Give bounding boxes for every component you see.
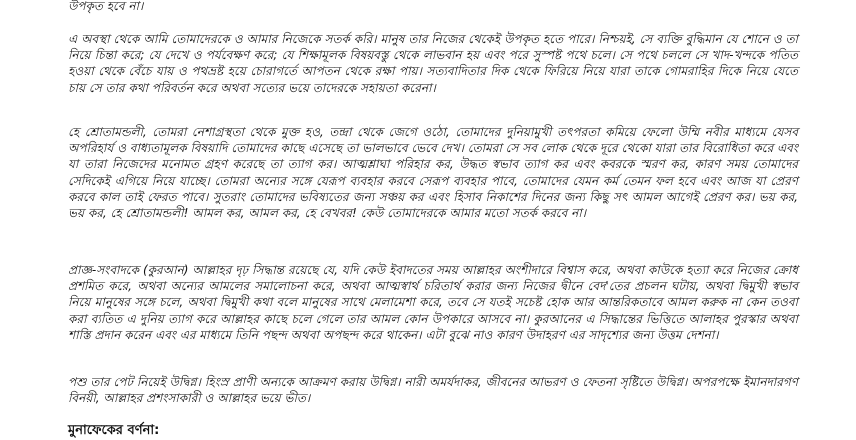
paragraph-audience: হে শ্রোতামন্ডলী, তোমরা নেশাগ্রস্থতা থেকে মুক্ত হও, তন্দ্রা থেকে জেগে ওঠো, তোমাদের দুনিয়ামুখী তৎপরতা কমিয়ে ফেলো উম্মি নবীর মাধ্যমে যেসব অপরিহার্য ও বাধ্যতামূলক বিষয়াদি তোমাদের কাছে এসেছে তা ভালভাবে ভেবে দেখ। তোমরা সে সব লোক থেকে দূরে থেকো যারা তার বিরোধিতা করে এবং যা তারা নিজেদের মনোমত গ্রহণ করেছে তা ত্যাগ কর। আত্মশ্লাঘা পরিহার কর, উদ্ধত স্বভাব ত্যাগ কর এবং কবরকে স্মরণ কর, কারণ সময় তোমাদের সেদিকেই এগিয়ে নিয়ে যাচ্ছে। তোমরা অন্যের সঙ্গে যেরূপ ব্যবহার করবে সেরূপ ব্যবহার পাবে, তোমাদের যেমন কর্ম তেমন ফল হবে এবং আজ যা প্রেরণ করবে কাল তাই ফেরত পাবে। সুতরাং তোমাদের ভবিষ্যতের জন্য সঞ্চয় কর এবং হিসাব নিকাশের দিনের জন্য কিছু সৎ আমল আগেই প্রেরণ কর। ভয় কর, ভয় কর, হে শ্রোতামন্ডলী! আমল কর, আমল কর, হে বেখবর! কেউ তোমাদেরকে আমার মতো সতর্ক করবে না। — [68, 125, 798, 221]
paragraph-warning: এ অবস্থা থেকে আমি তোমাদেরকে ও আমার নিজেকে সতর্ক করি। মানুষ তার নিজের থেকেই উপকৃত হতে পারে। নিশ্চয়ই, সে ব্যক্তি বুদ্ধিমান যে শোনে ও তা নিয়ে চিন্তা করে; যে দেখে ও পর্যবেক্ষণ করে; যে শিক্ষামূলক বিষয়বস্তু থেকে লাভবান হয় এবং পরে সুস্পষ্ট পথে চলে। সে পথে চললে সে খাদ-খন্দকে পতিত হওয়া থেকে বেঁচে যায় ও পথভ্রষ্ট হয়ে চোরাগর্তে আপতন থেকে রক্ষা পায়। সত্যবাদিতার দিক থেকে ফিরিয়ে নিয়ে যারা তাকে গোমরাহির দিকে নিয়ে যেতে চায় সে তার কথা পরিবর্তন করে অথবা সত্যের ভয়ে তাদেরকে সহায়তা করেনা। — [68, 32, 798, 95]
section-heading: মুনাফেকের বর্ণনা: — [68, 423, 160, 438]
paragraph-animals: পশু তার পেট নিয়েই উদ্বিগ্ন। হিংস্র প্রাণী অন্যকে আক্রমণ করায় উদ্বিগ্ন। নারী অমর্যদাকর, জীবনের আভরণ ও ফেতনা সৃষ্টিতে উদ্বিগ্ন। অপরপক্ষে ইমানদারগণ বিনয়ী, আল্লাহর প্রশংসাকারী ও আল্লাহর ভয়ে ভীত। — [68, 375, 798, 406]
paragraph-quran-decision: প্রাজ্ঞ-সংবাদকে (কুরআন) আল্লাহর দৃঢ় সিদ্ধান্ত রয়েছে যে, যদি কেউ ইবাদতের সময় আল্লাহর অংশীদারে বিশ্বাস করে, অথবা কাউকে হত্যা করে নিজের ক্রোধ প্রশমিত করে, অথবা অন্যের আমলের সমালোচনা করে, অথবা আত্মস্বার্থ চরিতার্থ করার জন্য নিজের দ্বীনে বেদ'তের প্রচলন ঘটায়, অথবা দ্বিমুখী স্বভাব নিয়ে মানুষের সঙ্গে চলে, অথবা দ্বিমুখী কথা বলে মানুষের সাথে মেলামেশা করে, তবে সে যতই সচেষ্ট হোক আর আন্তরিকতাবে আমল করুক না কেন তওবা করা ব্যতিত এ দুনিয় ত্যাগ করে আল্লাহর কাছে চলে গেলে তার আমল কোন উপকারে আসবে না। কুরআনের এ সিদ্ধান্তের ভিত্তিতে আলাহর পুরস্কার অথবা শাস্তি প্রদান করেন এবং এর মাধ্যমে তিনি পছন্দ অথবা অপছন্দ করে থাকেন। এটা বুঝে নাও কারণ উদাহরণ এর সাদৃশ্যের জন্য উত্তম দেশনা। — [68, 263, 798, 342]
paragraph-continuation: উপকৃত হবে না। — [68, 0, 144, 13]
